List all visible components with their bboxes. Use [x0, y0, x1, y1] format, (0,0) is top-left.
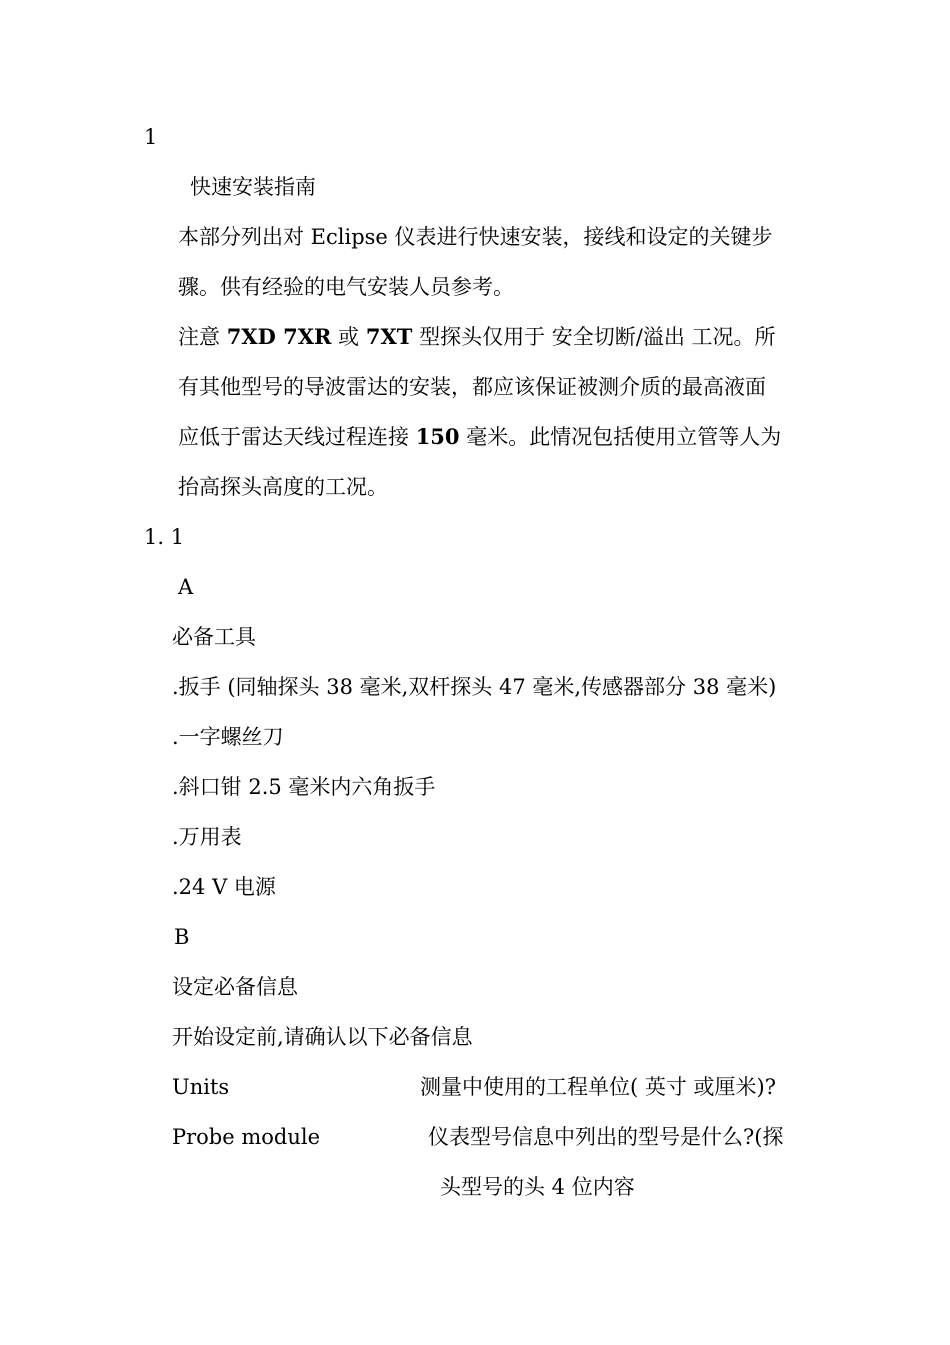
note-text: 注意	[178, 325, 227, 349]
distance-bold: 150	[415, 424, 460, 449]
info-description: 测量中使用的工程单位( 英寸 或厘米)?	[420, 1075, 776, 1099]
probe-model-bold: 7XT	[365, 324, 413, 349]
note-text: 毫米。此情况包括使用立管等人为	[459, 425, 782, 449]
subsection-number: 1. 1	[144, 525, 185, 549]
intro-line-2: 骤。供有经验的电气安装人员参考。	[178, 275, 514, 299]
note-line-3	[178, 424, 781, 450]
tool-item: .斜口钳 2.5 毫米内六角扳手	[172, 775, 436, 799]
tool-item: .万用表	[172, 825, 242, 849]
info-label: Units	[172, 1075, 230, 1099]
tool-item: .扳手 (同轴探头 38 毫米,双杆探头 47 毫米,传感器部分 38 毫米)	[172, 675, 777, 699]
section-number: 1	[144, 125, 158, 149]
tool-item: .一字螺丝刀	[172, 725, 284, 749]
note-text: 应低于雷达天线过程连接	[178, 425, 416, 449]
note-line-2: 有其他型号的导波雷达的安装，都应该保证被测介质的最高液面	[178, 375, 766, 399]
note-line-1	[178, 324, 776, 350]
part-b-letter: B	[174, 925, 190, 949]
note-text: 型探头仅用于 安全切断/溢出 工况。所	[412, 325, 776, 349]
part-b-intro: 开始设定前,请确认以下必备信息	[172, 1025, 473, 1049]
tool-item: .24 V 电源	[172, 875, 276, 899]
info-description: 仪表型号信息中列出的型号是什么?(探	[428, 1125, 784, 1149]
info-label: Probe module	[172, 1125, 321, 1149]
intro-line-1: 本部分列出对 Eclipse 仪表进行快速安装，接线和设定的关键步	[178, 225, 773, 249]
note-line-4: 抬高探头高度的工况。	[178, 475, 388, 499]
part-a-heading: 必备工具	[172, 625, 256, 649]
part-b-heading: 设定必备信息	[172, 975, 298, 999]
probe-models-bold: 7XD 7XR	[226, 324, 332, 349]
part-a-letter: A	[178, 575, 194, 599]
info-description-continued: 头型号的头 4 位内容	[440, 1175, 635, 1199]
note-text: 或	[331, 325, 366, 349]
section-title: 快速安装指南	[190, 175, 316, 199]
